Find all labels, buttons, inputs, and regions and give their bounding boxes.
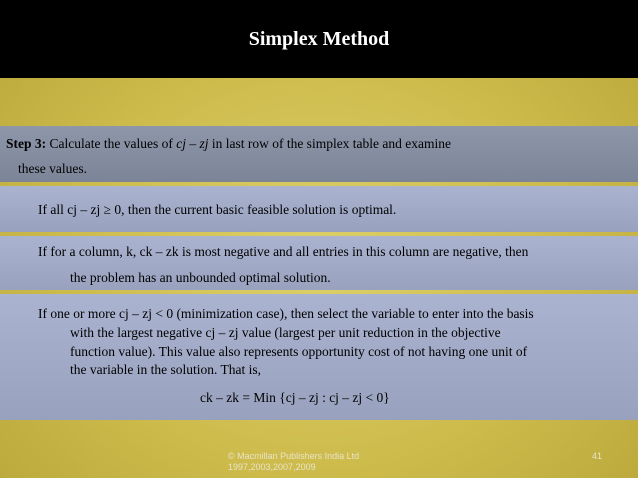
bullet2-line2: the problem has an unbounded optimal solution. bbox=[70, 270, 331, 285]
step3-math: cj – zj bbox=[176, 136, 209, 151]
bullet3-line1: If one or more cj – zj < 0 (minimization case), then select the variable to enter into the basis bbox=[38, 306, 534, 321]
step3-text-a: Calculate the values of bbox=[49, 136, 173, 151]
title-bar bbox=[0, 0, 638, 78]
bullet1-text: If all cj – zj ≥ 0, then the current basic feasible solution is optimal. bbox=[38, 202, 397, 217]
step3-label: Step 3: bbox=[6, 136, 47, 151]
step3-line2: these values. bbox=[18, 161, 87, 176]
step3-text-b: in last row of the simplex table and examine bbox=[211, 136, 452, 151]
bullet1-band bbox=[0, 186, 638, 232]
copyright-footer: © Macmillan Publishers India Ltd 1997,2003,2007,2009 bbox=[228, 451, 360, 472]
bullet3-line2: with the largest negative cj – zj value (largest per unit reduction in the objective bbox=[70, 325, 501, 340]
bullet2-band bbox=[0, 236, 638, 290]
slide-title: Simplex Method bbox=[248, 28, 390, 50]
page-number: 41 bbox=[592, 451, 603, 461]
step3-band bbox=[0, 126, 638, 182]
bullet3-formula: ck – zk = Min {cj – zj : cj – zj < 0} bbox=[200, 390, 390, 405]
bullet3-line4: the variable in the solution. That is, bbox=[70, 362, 261, 377]
bullet2-line1: If for a column, k, ck – zk is most negative and all entries in this column are negative, then bbox=[38, 244, 529, 259]
bullet3-band bbox=[0, 294, 638, 420]
step3-line1 bbox=[6, 136, 451, 152]
bullet3-line3: function value). This value also represents opportunity cost of not having one unit of bbox=[70, 344, 528, 359]
